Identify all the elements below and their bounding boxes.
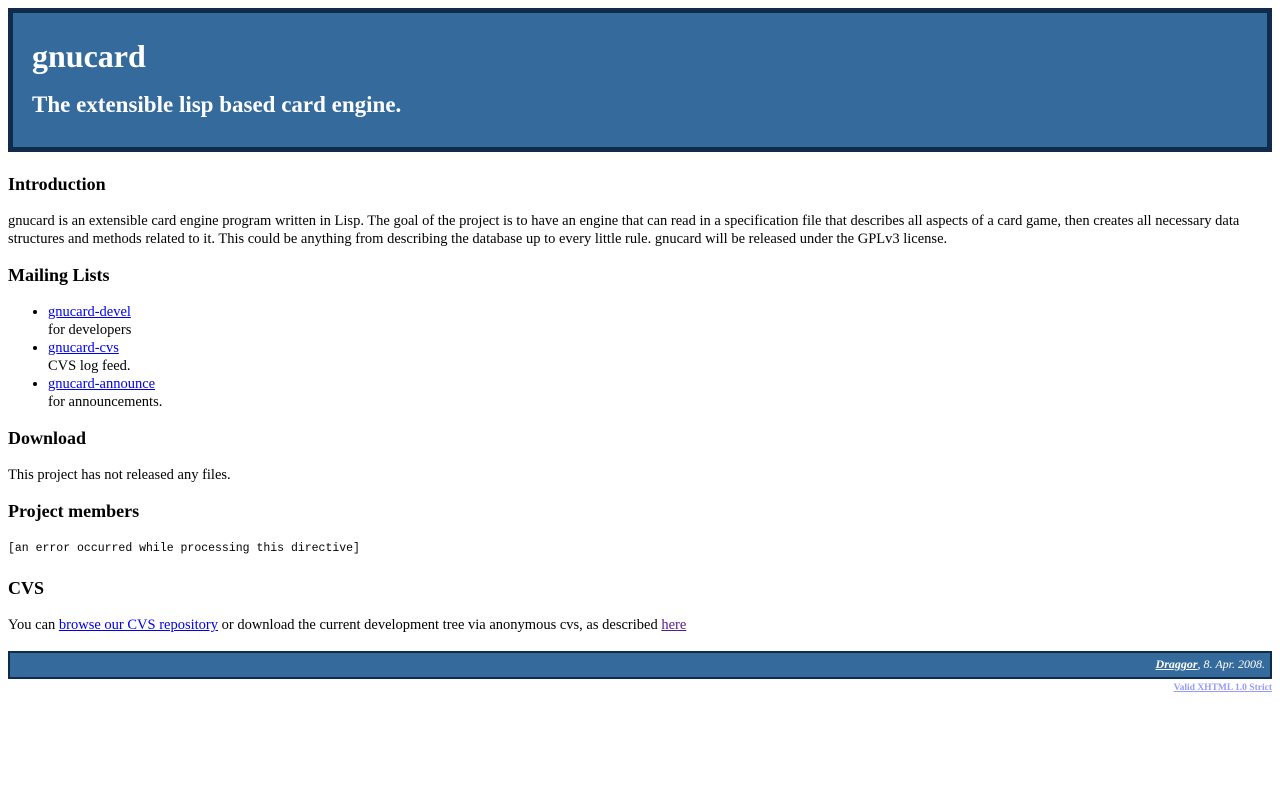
mailing-list-description: CVS log feed. bbox=[48, 358, 131, 374]
list-item bbox=[48, 339, 1272, 375]
download-text: This project has not released any files. bbox=[8, 467, 231, 483]
validation-badge bbox=[8, 682, 1272, 694]
mailing-lists-heading: Mailing Lists bbox=[8, 265, 110, 285]
project-members-heading: Project members bbox=[8, 501, 140, 521]
mailing-list-description: for developers bbox=[48, 322, 132, 338]
list-item bbox=[48, 303, 1272, 339]
mailing-list-link-cvs[interactable]: gnucard-cvs bbox=[48, 340, 119, 356]
cvs-text-before: You can bbox=[8, 617, 59, 633]
list-item bbox=[48, 375, 1272, 411]
introduction-heading: Introduction bbox=[8, 174, 106, 194]
page-footer bbox=[8, 651, 1272, 679]
browse-cvs-link[interactable]: browse our CVS repository bbox=[58, 617, 218, 633]
introduction-text: gnucard is an extensible card engine program written in Lisp. The goal of the project is to have an engine that can read in a specification file that describes all aspects of a card game, then creates all necessary data structures and methods related to it. This could be anything from describing the database up to every little rule. gnucard will be released under the GPLv3 license. bbox=[8, 213, 1240, 247]
page bbox=[8, 8, 1272, 694]
author-link[interactable]: Draggor bbox=[1155, 657, 1198, 671]
cvs-here-link[interactable]: here bbox=[661, 617, 687, 633]
cvs-text-middle: or download the current development tree via anonymous cvs, as described bbox=[218, 617, 662, 633]
mailing-list-link-announce[interactable]: gnucard-announce bbox=[48, 376, 156, 392]
valid-xhtml-link[interactable]: Valid XHTML 1.0 Strict bbox=[1173, 683, 1272, 693]
cvs-text bbox=[8, 616, 1272, 634]
page-header bbox=[8, 8, 1272, 152]
mailing-list-description: for announcements. bbox=[48, 394, 163, 410]
download-heading: Download bbox=[8, 428, 87, 448]
site-title: gnucard bbox=[32, 38, 146, 74]
footer-date: , 8. Apr. 2008. bbox=[1197, 657, 1265, 671]
site-subtitle: The extensible lisp based card engine. bbox=[32, 92, 402, 117]
mailing-lists bbox=[8, 303, 1272, 411]
mailing-list-link-devel[interactable]: gnucard-devel bbox=[48, 304, 131, 320]
cvs-heading: CVS bbox=[8, 578, 45, 598]
directive-error: [an error occurred while processing this directive] bbox=[8, 542, 360, 555]
